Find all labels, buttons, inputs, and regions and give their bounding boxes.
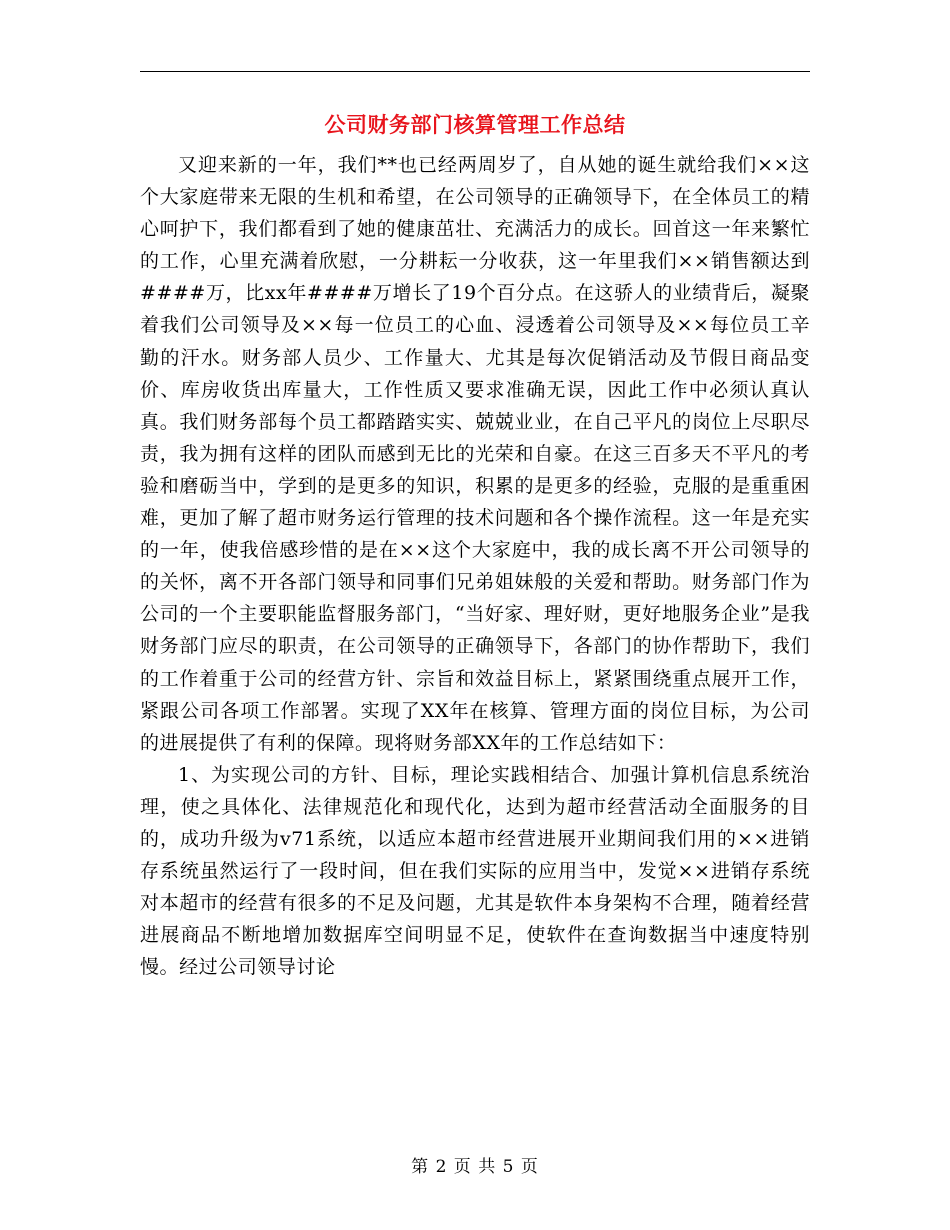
page-number: 第 2 页 共 5 页	[411, 1157, 539, 1177]
document-title: 公司财务部门核算管理工作总结	[324, 112, 626, 137]
header-rule	[140, 71, 810, 72]
paragraph-intro: 又迎来新的一年，我们**也已经两周岁了，自从她的诞生就给我们××这个大家庭带来无限的生机和希望，在公司领导的正确领导下，在全体员工的精心呵护下，我们都看到了她的健康茁壮、充满活力的成长。回首这一年来繁忙的工作，心里充满着欣慰，一分耕耘一分收获，这一年里我们××销售额达到####万，比xx年####万增长了19个百分点。在这骄人的业绩背后，凝聚着我们公司领导及××每一位员工的心血、浸透着公司领导及××每位员工辛勤的汗水。财务部人员少、工作量大、尤其是每次促销活动及节假日商品变价、库房收货出库量大，工作性质又要求准确无误，因此工作中必须认真认真。我们财务部每个员工都踏踏实实、兢兢业业，在自己平凡的岗位上尽职尽责，我为拥有这样的团队而感到无比的光荣和自豪。在这三百多天不平凡的考验和磨砺当中，学到的是更多的知识，积累的是更多的经验，克服的是重重困难，更加了解了超市财务运行管理的技术问题和各个操作流程。这一年是充实的一年，使我倍感珍惜的是在××这个大家庭中，我的成长离不开公司领导的的关怀，离不开各部门领导和同事们兄弟姐妹般的关爱和帮助。财务部门作为公司的一个主要职能监督服务部门，“当好家、理好财，更好地服务企业”是我财务部门应尽的职责，在公司领导的正确领导下，各部门的协作帮助下，我们的工作着重于公司的经营方针、宗旨和效益目标上，紧紧围绕重点展开工作，紧跟公司各项工作部署。实现了XX年在核算、管理方面的岗位目标，为公司的进展提供了有利的保障。现将财务部XX年的工作总结如下：	[140, 154, 810, 754]
paragraph-item-1: 1、为实现公司的方针、目标，理论实践相结合、加强计算机信息系统治理，使之具体化、法律规范化和现代化，达到为超市经营活动全面服务的目的，成功升级为v71系统，以适应本超市经营进展开业期间我们用的××进销存系统虽然运行了一段时间，但在我们实际的应用当中，发觉××进销存系统对本超市的经营有很多的不足及问题，尤其是软件本身架构不合理，随着经营进展商品不断地增加数据库空间明显不足，使软件在查询数据当中速度特别慢。经过公司领导讨论	[140, 763, 810, 979]
document-body	[140, 149, 810, 983]
